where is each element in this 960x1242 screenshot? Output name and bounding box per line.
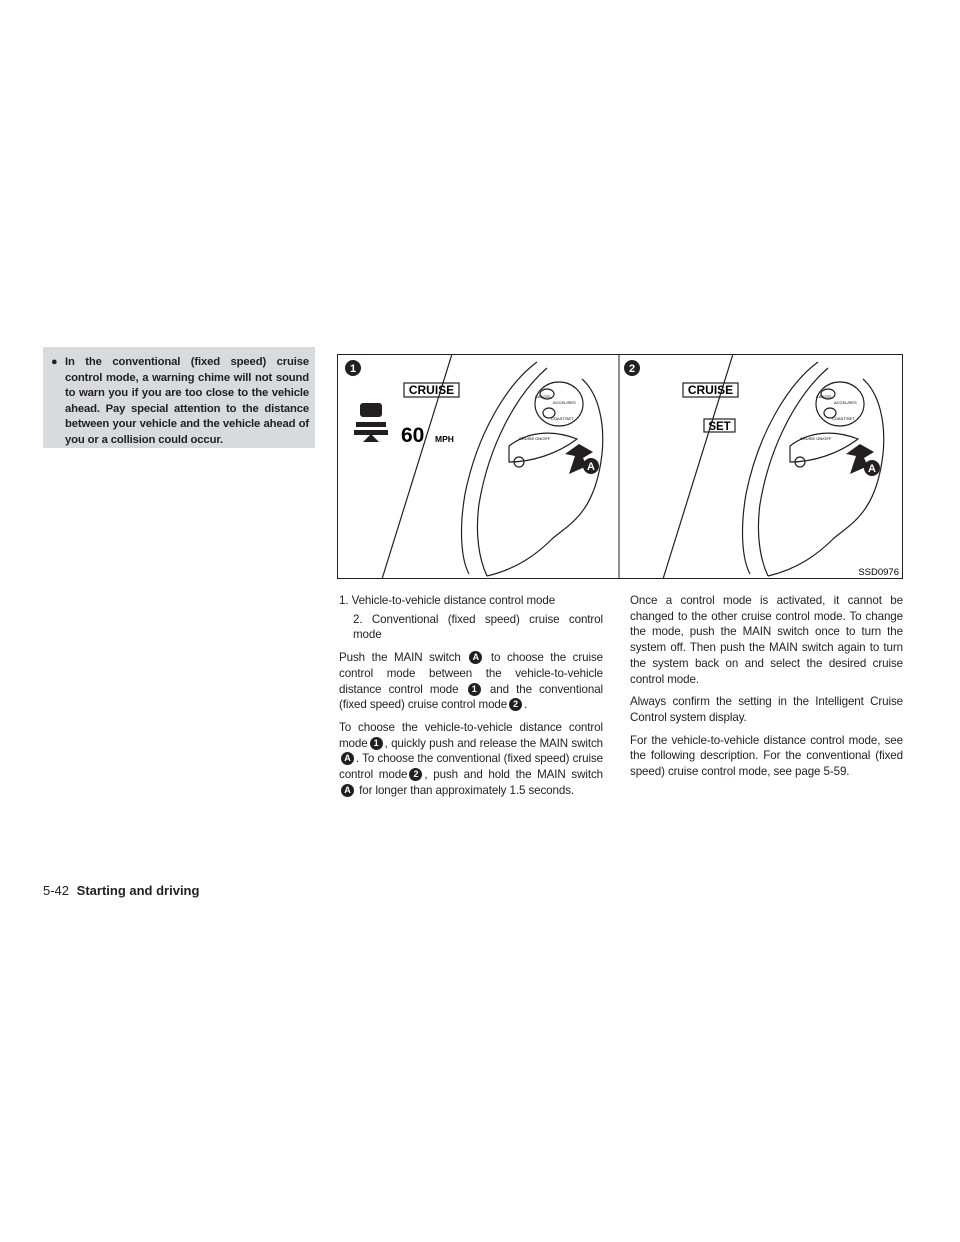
cruise-switch-illustration [337, 354, 903, 579]
middle-column [339, 593, 603, 805]
svg-text:COAST/SET: COAST/SET [832, 416, 855, 421]
switch-a-callout [583, 458, 599, 474]
panel-2-number [624, 360, 640, 376]
warning-text: ● In the conventional (fixed speed) cruise control mode, a warning chime will not sound to warn you if you are too close to the vehicle ahead. Pay special attention to the distance between your vehicle and the vehicle ahead of you or a collision could occur. [51, 356, 309, 446]
paragraph-always-confirm: Always confirm the setting in the Intelligent Cruise Control system display. [630, 695, 903, 724]
svg-text:2: 2 [628, 363, 636, 375]
svg-text:CRUISE ON/OFF: CRUISE ON/OFF [519, 436, 551, 441]
svg-text:A: A [587, 461, 595, 473]
set-label: SET [708, 421, 731, 433]
callout-2-icon: 2 [509, 698, 522, 711]
paragraph-once-activated: Once a control mode is activated, it cannot be changed to the other cruise control mode. To change the mode, push the MAIN switch once to turn the system off. Then push the MAIN switch again to turn the system back on and select the desired cruise control mode. [630, 594, 903, 686]
switch-a-callout-2 [864, 460, 880, 476]
svg-text:CRUISE ON/OFF: CRUISE ON/OFF [800, 436, 832, 441]
page-footer [43, 883, 199, 898]
callout-2-icon: 2 [409, 768, 422, 781]
callout-a-icon: A [469, 651, 482, 664]
list-item-1: 1. Vehicle-to-vehicle distance control mode [339, 594, 556, 607]
warning-box [43, 347, 315, 448]
figure-code: SSD0976 [858, 567, 899, 578]
speed-readout: 60 [401, 424, 425, 447]
svg-text:COAST/SET: COAST/SET [551, 416, 574, 421]
section-title: Starting and driving [76, 883, 200, 898]
paragraph-choose-mode: To choose the vehicle-to-vehicle distance control mode 1 , quickly push and release the MAIN switch A . To choose the conventional (fixed speed) cruise control mode 2 , push and hold the MAIN switch A for longer than approximately 1.5 seconds. [339, 720, 603, 797]
panel-1-number [345, 360, 361, 376]
callout-1-icon: 1 [370, 737, 383, 750]
list-item-2: 2. Conventional (fixed speed) cruise control mode [353, 612, 603, 642]
cruise-label-2: CRUISE [687, 383, 734, 397]
cruise-label: CRUISE [408, 383, 455, 397]
callout-a-icon: A [341, 784, 354, 797]
paragraph-for-description: For the vehicle-to-vehicle distance control mode, see the following description. For the conventional (fixed speed) cruise control mode, see page 5-59. [630, 733, 903, 779]
svg-text:CANCEL: CANCEL [816, 394, 833, 399]
right-column [630, 593, 903, 787]
svg-text:1: 1 [349, 363, 357, 375]
speed-unit: MPH [435, 434, 454, 444]
callout-1-icon: 1 [468, 683, 481, 696]
paragraph-push-main: Push the MAIN switch A to choose the cruise control mode between the vehicle-to-vehicle distance control mode 1 and the conventional (fixed speed) cruise control mode 2 . [339, 651, 604, 712]
svg-text:CANCEL: CANCEL [535, 394, 552, 399]
bullet-icon: ● [51, 356, 58, 368]
svg-text:A: A [868, 463, 876, 475]
page-number: 5-42 [43, 883, 70, 898]
callout-a-icon: A [341, 752, 354, 765]
svg-text:ACCEL/RES: ACCEL/RES [834, 400, 857, 405]
svg-text:ACCEL/RES: ACCEL/RES [553, 400, 576, 405]
